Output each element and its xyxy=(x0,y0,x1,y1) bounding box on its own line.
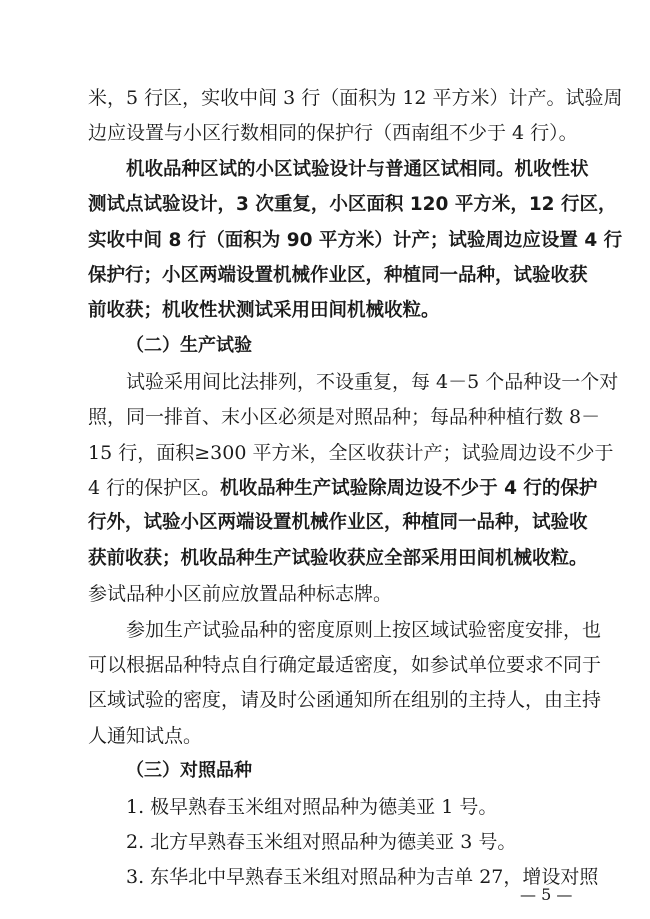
list-item: 1. 极早熟春玉米组对照品种为德美亚 1 号。 xyxy=(126,796,498,818)
paragraph-line: 机收品种区试的小区试验设计与普通区试相同。机收性状 xyxy=(126,159,589,180)
paragraph-line: 边应设置与小区行数相同的保护行（西南组不少于 4 行）。 xyxy=(88,122,578,144)
paragraph-line: 参试品种小区前应放置品种标志牌。 xyxy=(88,583,393,605)
paragraph-line: 行外，试验小区两端设置机械作业区，种植同一品种，试验收 xyxy=(88,512,588,533)
paragraph-fragment: 4 行的保护区。 xyxy=(88,477,221,499)
paragraph-fragment: 机收品种生产试验除周边设不少于 4 行的保护 xyxy=(220,478,598,499)
paragraph-line: 保护行；小区两端设置机械作业区，种植同一品种，试验收获 xyxy=(88,265,588,286)
paragraph-line: 可以根据品种特点自行确定最适密度，如参试单位要求不同于 xyxy=(88,654,602,676)
paragraph-line: 试验采用间比法排列，不设重复，每 4－5 个品种设一个对 xyxy=(126,371,619,393)
list-item: 2. 北方早熟春玉米组对照品种为德美亚 3 号。 xyxy=(126,831,517,853)
paragraph-line: 获前收获；机收品种生产试验收获应全部采用田间机械收粒。 xyxy=(88,548,588,569)
paragraph-line xyxy=(88,476,650,501)
list-item: 3. 东华北中早熟春玉米组对照品种为吉单 27，增设对照 xyxy=(126,866,599,888)
paragraph-line: 实收中间 8 行（面积为 90 平方米）计产；试验周边应设置 4 行 xyxy=(88,230,623,251)
page-number: — 5 — xyxy=(520,885,573,904)
paragraph-line: 米，5 行区，实收中间 3 行（面积为 12 平方米）计产。试验周 xyxy=(88,87,623,109)
paragraph-line: 人通知试点。 xyxy=(88,725,203,747)
paragraph-line: 15 行，面积≥300 平方米，全区收获计产；试验周边设不少于 xyxy=(88,442,614,464)
paragraph-line: 参加生产试验品种的密度原则上按区域试验密度安排，也 xyxy=(126,619,602,641)
section-heading: （二）生产试验 xyxy=(126,335,252,356)
paragraph-line: 照，同一排首、末小区必须是对照品种；每品种种植行数 8－ xyxy=(88,406,601,428)
paragraph-line: 测试点试验设计，3 次重复，小区面积 120 平方米，12 行区， xyxy=(88,194,617,215)
section-heading: （三）对照品种 xyxy=(126,760,252,781)
paragraph-line: 前收获；机收性状测试采用田间机械收粒。 xyxy=(88,300,440,321)
paragraph-line: 区域试验的密度，请及时公函通知所在组别的主持人，由主持 xyxy=(88,689,602,711)
